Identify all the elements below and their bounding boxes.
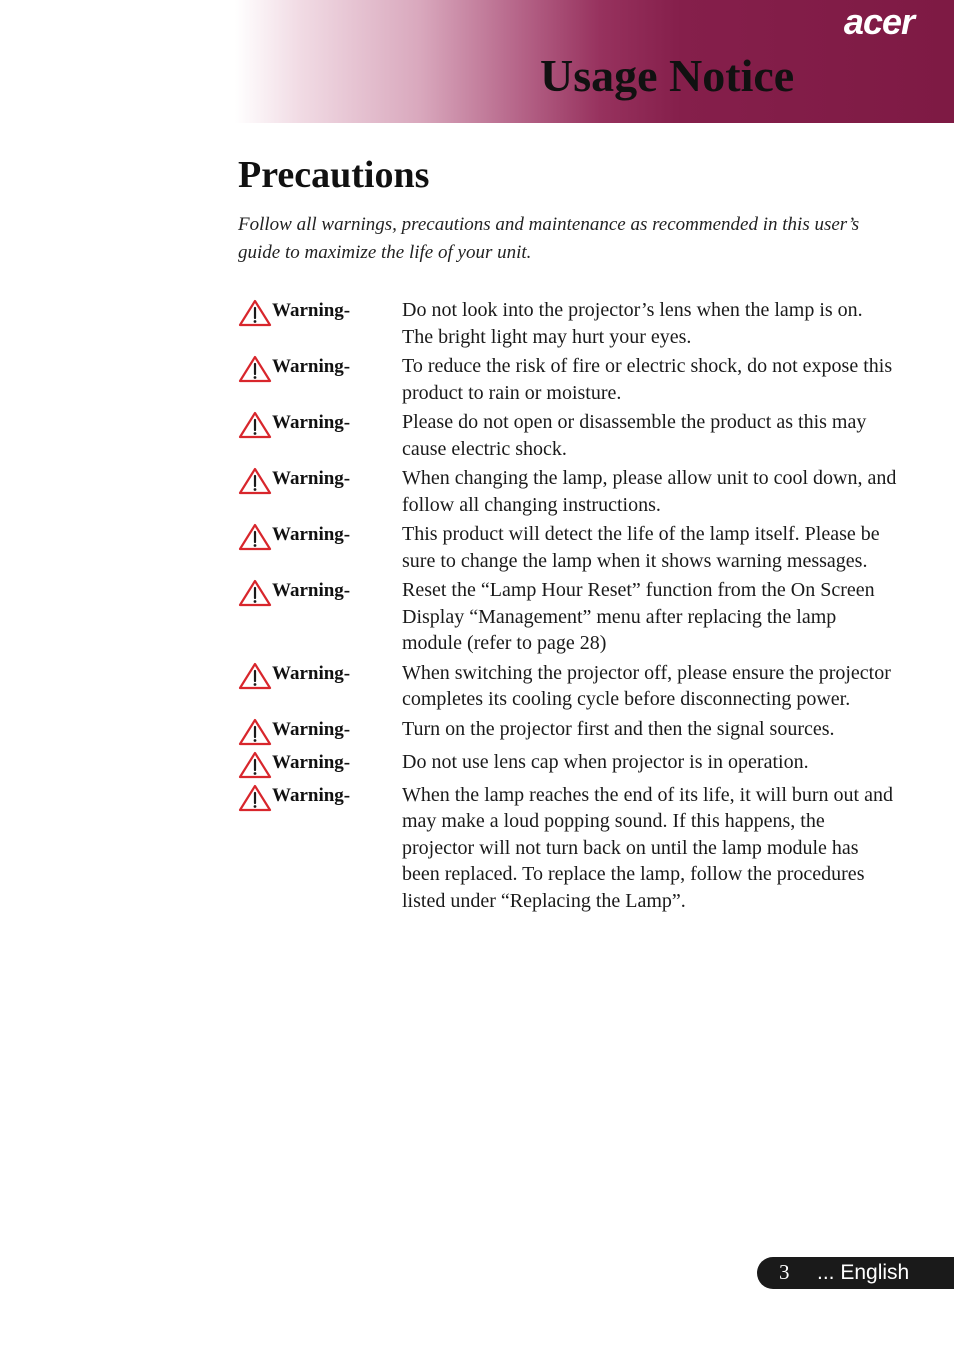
warning-item — [238, 353, 898, 406]
warning-word: Warning- — [272, 784, 351, 806]
warning-item — [238, 409, 898, 462]
warning-triangle-icon — [238, 579, 272, 607]
warning-text: Do not look into the projector’s lens when the lamp is on. The bright light may hurt your eyes. — [402, 299, 863, 348]
warning-label — [238, 465, 402, 495]
warning-word: Warning- — [272, 524, 351, 545]
warning-word: Warning- — [272, 300, 351, 321]
warning-word: Warning- — [272, 412, 351, 433]
warning-triangle-icon — [238, 467, 272, 495]
intro-paragraph: Follow all warnings, precautions and maintenance as recommended in this user’s guide to maximize the life of your unit. — [238, 214, 860, 263]
warning-label — [238, 660, 402, 690]
warning-item — [238, 782, 898, 915]
warning-text: When changing the lamp, please allow unit to cool down, and follow all changing instructions. — [402, 467, 897, 516]
page-language: ... English — [817, 1261, 910, 1284]
section-title: Precautions — [238, 154, 430, 196]
warning-item — [238, 465, 898, 518]
warning-item — [238, 577, 898, 657]
warning-item — [238, 297, 898, 350]
warning-label — [238, 577, 402, 607]
warning-text: When switching the projector off, please ensure the projector completes its cooling cycle before disconnecting power. — [402, 661, 891, 710]
warning-word: Warning- — [272, 751, 351, 773]
page-number: 3 — [779, 1260, 790, 1284]
warning-triangle-icon — [238, 355, 272, 383]
warning-label — [238, 353, 402, 383]
header-band — [0, 0, 954, 123]
warning-triangle-icon — [238, 662, 272, 690]
warning-triangle-icon — [238, 411, 272, 439]
warning-label — [238, 749, 402, 779]
warning-item — [238, 749, 898, 779]
warning-text: Turn on the projector first and then the signal sources. — [402, 717, 835, 740]
warning-text: Reset the “Lamp Hour Reset” function from the On Screen Display “Management” menu after replacing the lamp module (refer to page 28) — [402, 579, 875, 654]
warning-triangle-icon — [238, 784, 272, 812]
warning-triangle-icon — [238, 718, 272, 746]
warning-triangle-icon — [238, 751, 272, 779]
warning-item — [238, 660, 898, 713]
warning-text: When the lamp reaches the end of its life, it will burn out and may make a loud popping sound. If this happens, the projector will not turn back on until the lamp module has been replaced. To replace the lamp, follow the procedures listed under “Replacing the Lamp”. — [402, 783, 893, 912]
warning-label — [238, 782, 402, 812]
acer-logo: acer — [843, 1, 914, 42]
page-footer-tab — [757, 1257, 954, 1289]
warning-text: To reduce the risk of fire or electric shock, do not expose this product to rain or moisture. — [402, 355, 893, 404]
warning-word: Warning- — [272, 356, 351, 377]
warning-text: Please do not open or disassemble the product as this may cause electric shock. — [402, 411, 867, 460]
warning-triangle-icon — [238, 299, 272, 327]
warning-triangle-icon — [238, 523, 272, 551]
chapter-title: Usage Notice — [540, 50, 795, 101]
warning-word: Warning- — [272, 468, 351, 489]
warning-list — [238, 297, 898, 917]
warning-word: Warning- — [272, 580, 351, 601]
warning-word: Warning- — [272, 718, 351, 740]
warning-text: This product will detect the life of the lamp itself. Please be sure to change the lamp when it shows warning messages. — [402, 523, 880, 572]
warning-word: Warning- — [272, 662, 351, 684]
warning-label — [238, 297, 402, 327]
warning-text: Do not use lens cap when projector is in operation. — [402, 750, 809, 773]
warning-label — [238, 521, 402, 551]
warning-label — [238, 716, 402, 746]
warning-item — [238, 521, 898, 574]
warning-item — [238, 716, 898, 746]
warning-label — [238, 409, 402, 439]
